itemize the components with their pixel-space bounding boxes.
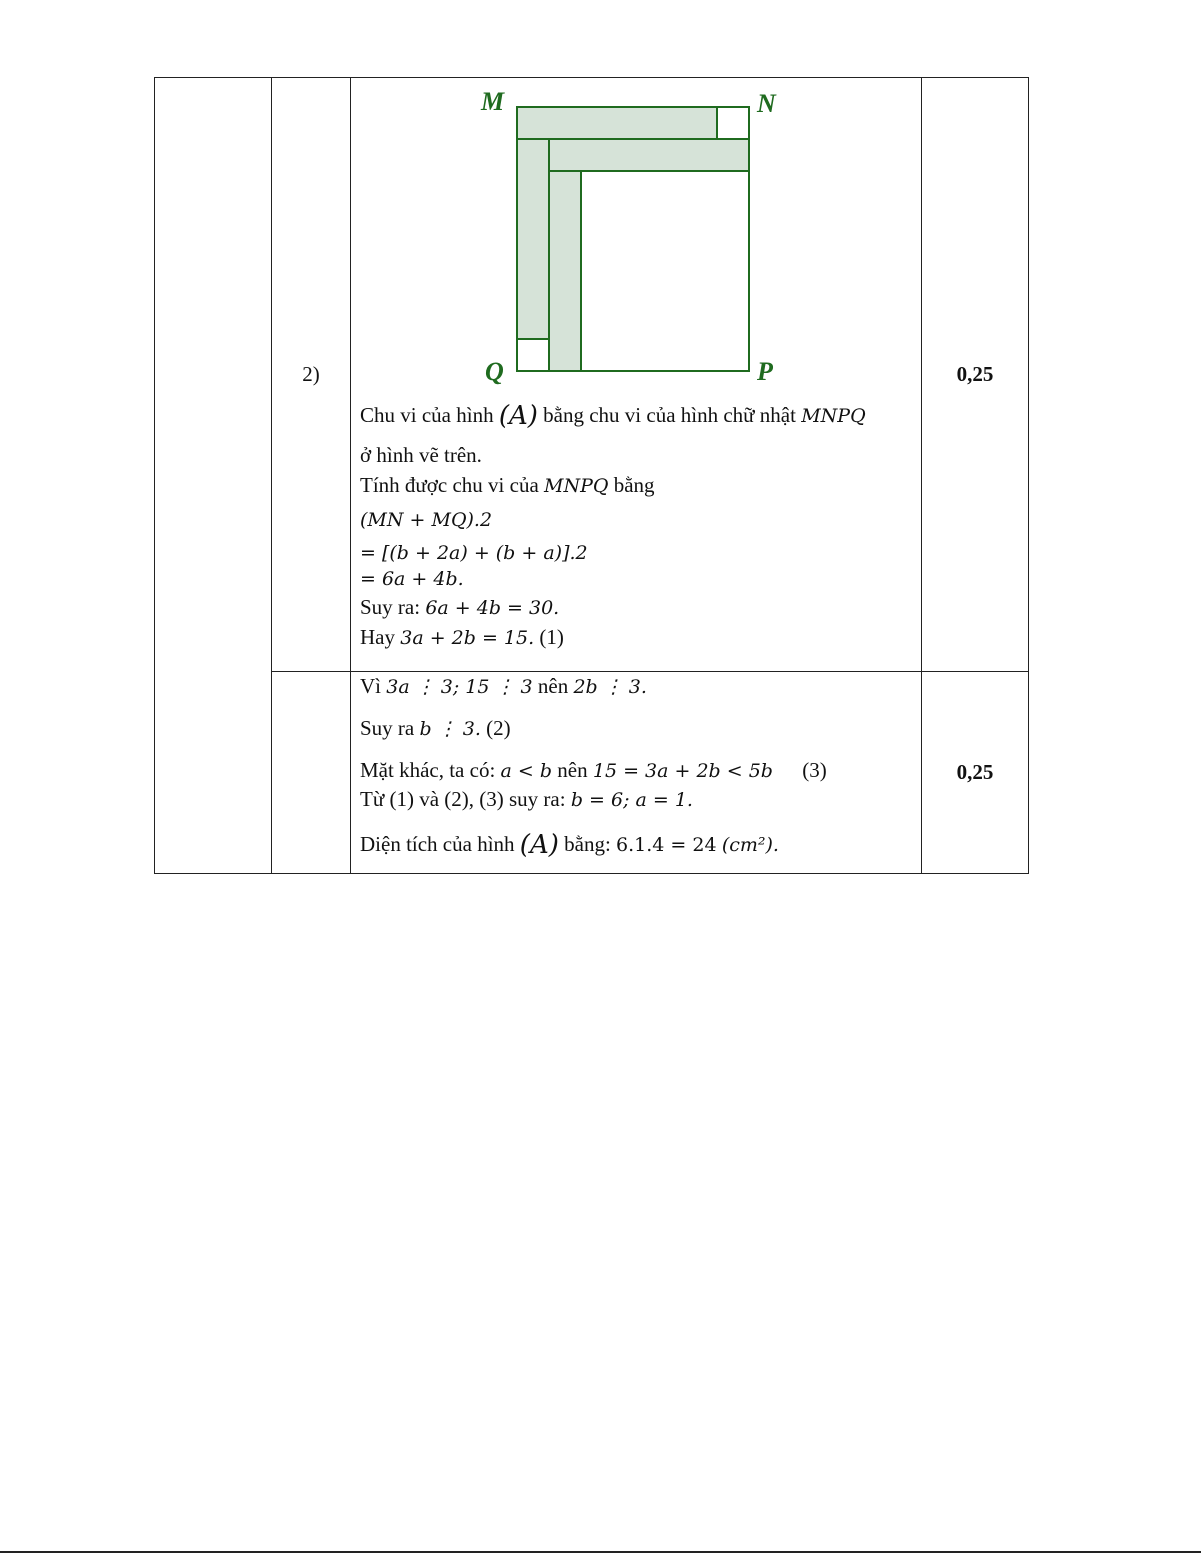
line-conclusion: Từ (1) và (2), (3) suy ra: b = 6; a = 1. — [360, 787, 693, 812]
score-cell: 0,25 — [922, 672, 1029, 874]
solution-cell-part1 — [351, 78, 922, 672]
sub-question-cell-empty — [272, 672, 351, 874]
solution-cell-part2 — [351, 672, 922, 874]
line-b-divisible: Suy ra b ⋮ 3. (2) — [360, 715, 511, 740]
second-strip — [549, 139, 749, 171]
line-suy-ra: Suy ra: 6a + 4b = 30. — [360, 595, 560, 620]
line-divisibility: Vì 3a ⋮ 3; 15 ⋮ 3 nên 2b ⋮ 3. — [360, 674, 647, 698]
line-perimeter-statement: Chu vi của hình (A) bằng chu vi của hình chữ nhật MNPQ — [360, 401, 866, 431]
label-p: P — [757, 357, 773, 386]
small-square-bottom-left — [517, 339, 549, 371]
rectangle-mnpq-figure — [475, 82, 805, 392]
line-formula-3: = 6a + 4b. — [360, 568, 464, 591]
line-formula-1: (MN + MQ).2 — [360, 508, 493, 531]
left-strip — [517, 139, 549, 339]
question-cell — [155, 78, 272, 874]
line-area: Diện tích của hình (A) bằng: 6.1.4 = 24 (cm²). — [360, 830, 779, 861]
table-row — [155, 78, 1029, 672]
label-m: M — [481, 87, 505, 116]
line-formula-2: = [(b + 2a) + (b + a)].2 — [360, 541, 588, 564]
page-bottom-border — [0, 1551, 1201, 1553]
label-n: N — [757, 89, 776, 118]
line-hay: Hay 3a + 2b = 15. (1) — [360, 625, 564, 650]
top-strip — [517, 107, 717, 139]
score-cell: 0,25 — [922, 78, 1029, 672]
shaded-strips — [517, 107, 749, 371]
line-compute-perimeter: Tính được chu vi của MNPQ bằng — [360, 472, 655, 497]
label-q: Q — [485, 357, 504, 386]
table-row — [155, 672, 1029, 874]
inner-left-strip — [549, 171, 581, 371]
sub-question-label: 2) — [272, 78, 351, 672]
small-square-top-right — [717, 107, 749, 139]
line-inequality: Mặt khác, ta có: a < b nên 15 = 3a + 2b < 5b (3) — [360, 757, 827, 782]
line-figure-ref: ở hình vẽ trên. — [360, 442, 482, 467]
answer-table — [154, 77, 1029, 874]
